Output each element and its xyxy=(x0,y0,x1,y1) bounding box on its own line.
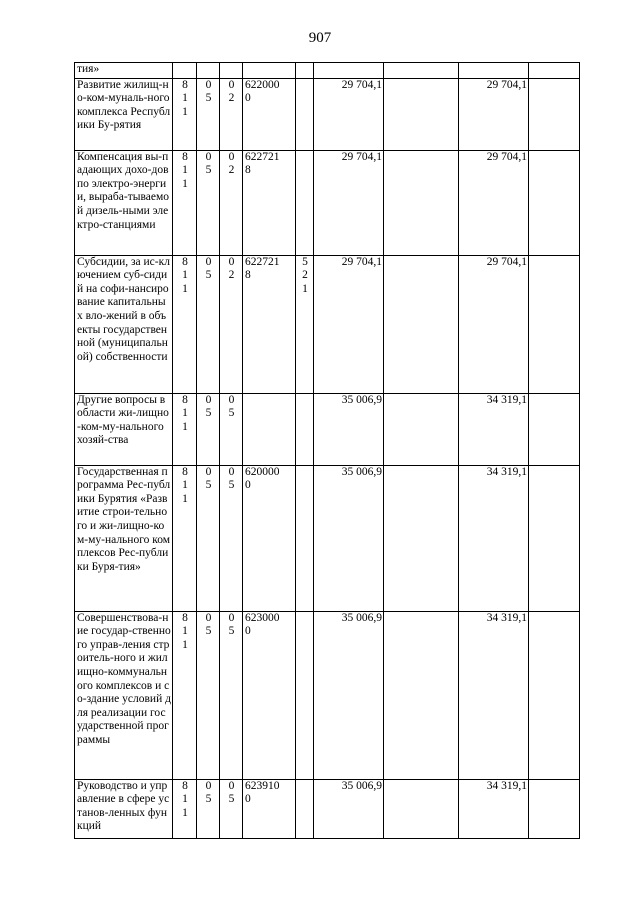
cs-cell xyxy=(243,779,296,838)
pr-digit: 2 xyxy=(228,164,235,177)
kvsr-digit: 1 xyxy=(182,638,188,651)
amount-cell-col9 xyxy=(529,611,580,779)
cs-digit: 622721 xyxy=(245,255,280,268)
pr-digit: 5 xyxy=(228,625,235,638)
pr-digit: 0 xyxy=(228,393,235,406)
rz-digit: 0 xyxy=(205,611,212,624)
kvsr-cell xyxy=(173,150,197,255)
rz-digit: 5 xyxy=(205,407,212,420)
pr-digit: 5 xyxy=(228,793,235,806)
pr-digit: 0 xyxy=(228,255,235,268)
vr-cell xyxy=(296,78,314,150)
item-name-cell: Руководство и управление в сфере установ-ленных функций xyxy=(75,779,173,838)
table-row xyxy=(75,611,580,779)
rz-cell xyxy=(197,465,220,611)
vr-cell xyxy=(296,465,314,611)
pr-digit: 5 xyxy=(228,479,235,492)
kvsr-digit: 8 xyxy=(182,78,188,91)
item-name-cell: Развитие жилищ-но-ком-муналь-ного комплекса Республики Бу-рятия xyxy=(75,78,173,150)
item-name-cell: тия» xyxy=(75,63,173,79)
amount-cell-col7 xyxy=(384,78,459,150)
rz-digit: 0 xyxy=(205,78,212,91)
kvsr-digit: 1 xyxy=(182,793,188,806)
cs-cell xyxy=(243,63,296,79)
pr-digit: 0 xyxy=(228,465,235,478)
vr-digit: 1 xyxy=(302,282,308,295)
cs-digit: 623000 xyxy=(245,611,280,624)
amount-cell-col8: 29 704,1 xyxy=(459,78,529,150)
cs-cell xyxy=(243,255,296,393)
item-name-cell: Другие вопросы в области жи-лищно-ком-му-нального хозяй-ства xyxy=(75,393,173,465)
rz-digit: 0 xyxy=(205,255,212,268)
pr-digit: 0 xyxy=(228,78,235,91)
kvsr-digit: 1 xyxy=(182,479,188,492)
amount-cell-col6: 35 006,9 xyxy=(314,465,384,611)
rz-cell xyxy=(197,611,220,779)
kvsr-cell xyxy=(173,465,197,611)
pr-digit: 0 xyxy=(228,779,235,792)
amount-cell-col6: 35 006,9 xyxy=(314,611,384,779)
kvsr-digit: 8 xyxy=(182,779,188,792)
kvsr-cell xyxy=(173,255,197,393)
item-name-cell: Компенсация вы-падающих дохо-дов по электро-энергии, выраба-тываемой дизель-ными электро-станциями xyxy=(75,150,173,255)
rz-digit: 0 xyxy=(205,779,212,792)
pr-cell xyxy=(220,63,243,79)
kvsr-digit: 8 xyxy=(182,255,188,268)
rz-digit: 5 xyxy=(205,269,212,282)
kvsr-digit: 1 xyxy=(182,407,188,420)
cs-digit: 622000 xyxy=(245,78,280,91)
amount-cell-col7 xyxy=(384,393,459,465)
amount-cell-col7 xyxy=(384,611,459,779)
budget-table xyxy=(74,62,580,839)
vr-cell xyxy=(296,393,314,465)
pr-cell xyxy=(220,779,243,838)
amount-cell-col6 xyxy=(314,63,384,79)
amount-cell-col7 xyxy=(384,63,459,79)
pr-cell xyxy=(220,78,243,150)
amount-cell-col8: 34 319,1 xyxy=(459,465,529,611)
cs-cell xyxy=(243,78,296,150)
amount-cell-col9 xyxy=(529,255,580,393)
kvsr-digit: 8 xyxy=(182,150,188,163)
rz-digit: 5 xyxy=(205,625,212,638)
kvsr-digit: 1 xyxy=(182,269,188,282)
pr-digit: 0 xyxy=(228,150,235,163)
table-row xyxy=(75,255,580,393)
kvsr-digit: 1 xyxy=(182,164,188,177)
kvsr-digit: 1 xyxy=(182,177,188,190)
amount-cell-col9 xyxy=(529,78,580,150)
rz-digit: 5 xyxy=(205,92,212,105)
cs-digit: 8 xyxy=(245,269,251,282)
amount-cell-col9 xyxy=(529,150,580,255)
cs-cell xyxy=(243,611,296,779)
vr-cell xyxy=(296,779,314,838)
pr-digit: 0 xyxy=(228,611,235,624)
cs-digit: 623910 xyxy=(245,779,280,792)
amount-cell-col8: 29 704,1 xyxy=(459,150,529,255)
vr-digit: 5 xyxy=(302,255,308,268)
amount-cell-col6: 35 006,9 xyxy=(314,779,384,838)
item-name-cell: Совершенствова-ние государ-ственного управ-ления строитель-ного и жилищно-коммунального комплексов и со-здание условий для реализации государственной программы xyxy=(75,611,173,779)
rz-cell xyxy=(197,779,220,838)
table-row xyxy=(75,779,580,838)
table-row xyxy=(75,78,580,150)
rz-cell xyxy=(197,63,220,79)
vr-cell xyxy=(296,63,314,79)
kvsr-digit: 8 xyxy=(182,465,188,478)
item-name-cell: Государственная программа Рес-публики Бурятия «Развитие строи-тельного и жи-лищно-ком-му-нального комплексов Рес-публики Буря-тия» xyxy=(75,465,173,611)
vr-digit: 2 xyxy=(302,269,308,282)
amount-cell-col7 xyxy=(384,150,459,255)
cs-cell xyxy=(243,393,296,465)
amount-cell-col9 xyxy=(529,393,580,465)
pr-cell xyxy=(220,393,243,465)
amount-cell-col8: 34 319,1 xyxy=(459,779,529,838)
rz-digit: 5 xyxy=(205,793,212,806)
table-row xyxy=(75,465,580,611)
kvsr-digit: 1 xyxy=(182,92,188,105)
table-body xyxy=(75,63,580,839)
rz-digit: 0 xyxy=(205,465,212,478)
table-row xyxy=(75,393,580,465)
amount-cell-col6: 29 704,1 xyxy=(314,78,384,150)
cs-digit: 0 xyxy=(245,92,251,105)
amount-cell-col8: 34 319,1 xyxy=(459,393,529,465)
cs-cell xyxy=(243,465,296,611)
kvsr-digit: 1 xyxy=(182,105,188,118)
pr-cell xyxy=(220,150,243,255)
kvsr-cell xyxy=(173,611,197,779)
amount-cell-col7 xyxy=(384,779,459,838)
kvsr-digit: 1 xyxy=(182,420,188,433)
amount-cell-col8: 34 319,1 xyxy=(459,611,529,779)
cs-digit: 0 xyxy=(245,625,251,638)
kvsr-digit: 1 xyxy=(182,282,188,295)
amount-cell-col7 xyxy=(384,465,459,611)
amount-cell-col7 xyxy=(384,255,459,393)
table-row xyxy=(75,63,580,79)
vr-cell xyxy=(296,611,314,779)
kvsr-digit: 1 xyxy=(182,806,188,819)
rz-digit: 5 xyxy=(205,164,212,177)
rz-cell xyxy=(197,150,220,255)
kvsr-digit: 8 xyxy=(182,611,188,624)
rz-cell xyxy=(197,255,220,393)
table-row xyxy=(75,150,580,255)
amount-cell-col9 xyxy=(529,465,580,611)
cs-digit: 0 xyxy=(245,479,251,492)
kvsr-digit: 1 xyxy=(182,492,188,505)
page-number: 907 xyxy=(308,30,332,46)
amount-cell-col6: 29 704,1 xyxy=(314,150,384,255)
kvsr-cell xyxy=(173,779,197,838)
pr-digit: 5 xyxy=(228,407,235,420)
pr-cell xyxy=(220,611,243,779)
amount-cell-col6: 35 006,9 xyxy=(314,393,384,465)
rz-digit: 5 xyxy=(205,479,212,492)
pr-cell xyxy=(220,465,243,611)
amount-cell-col8 xyxy=(459,63,529,79)
kvsr-cell xyxy=(173,78,197,150)
rz-cell xyxy=(197,393,220,465)
vr-cell xyxy=(296,150,314,255)
kvsr-cell xyxy=(173,393,197,465)
rz-digit: 0 xyxy=(205,393,212,406)
kvsr-digit: 1 xyxy=(182,625,188,638)
kvsr-digit: 8 xyxy=(182,393,188,406)
amount-cell-col9 xyxy=(529,63,580,79)
vr-cell xyxy=(296,255,314,393)
pr-digit: 2 xyxy=(228,92,235,105)
cs-digit: 622721 xyxy=(245,150,280,163)
cs-digit: 620000 xyxy=(245,465,280,478)
amount-cell-col8: 29 704,1 xyxy=(459,255,529,393)
cs-cell xyxy=(243,150,296,255)
item-name-cell: Субсидии, за ис-ключением суб-сидий на софи-нансирование капитальных вло-жений в объекты государственной (муниципальной) собственности xyxy=(75,255,173,393)
kvsr-cell xyxy=(173,63,197,79)
rz-cell xyxy=(197,78,220,150)
amount-cell-col9 xyxy=(529,779,580,838)
pr-cell xyxy=(220,255,243,393)
amount-cell-col6: 29 704,1 xyxy=(314,255,384,393)
pr-digit: 2 xyxy=(228,269,235,282)
cs-digit: 8 xyxy=(245,164,251,177)
cs-digit: 0 xyxy=(245,793,251,806)
rz-digit: 0 xyxy=(205,150,212,163)
